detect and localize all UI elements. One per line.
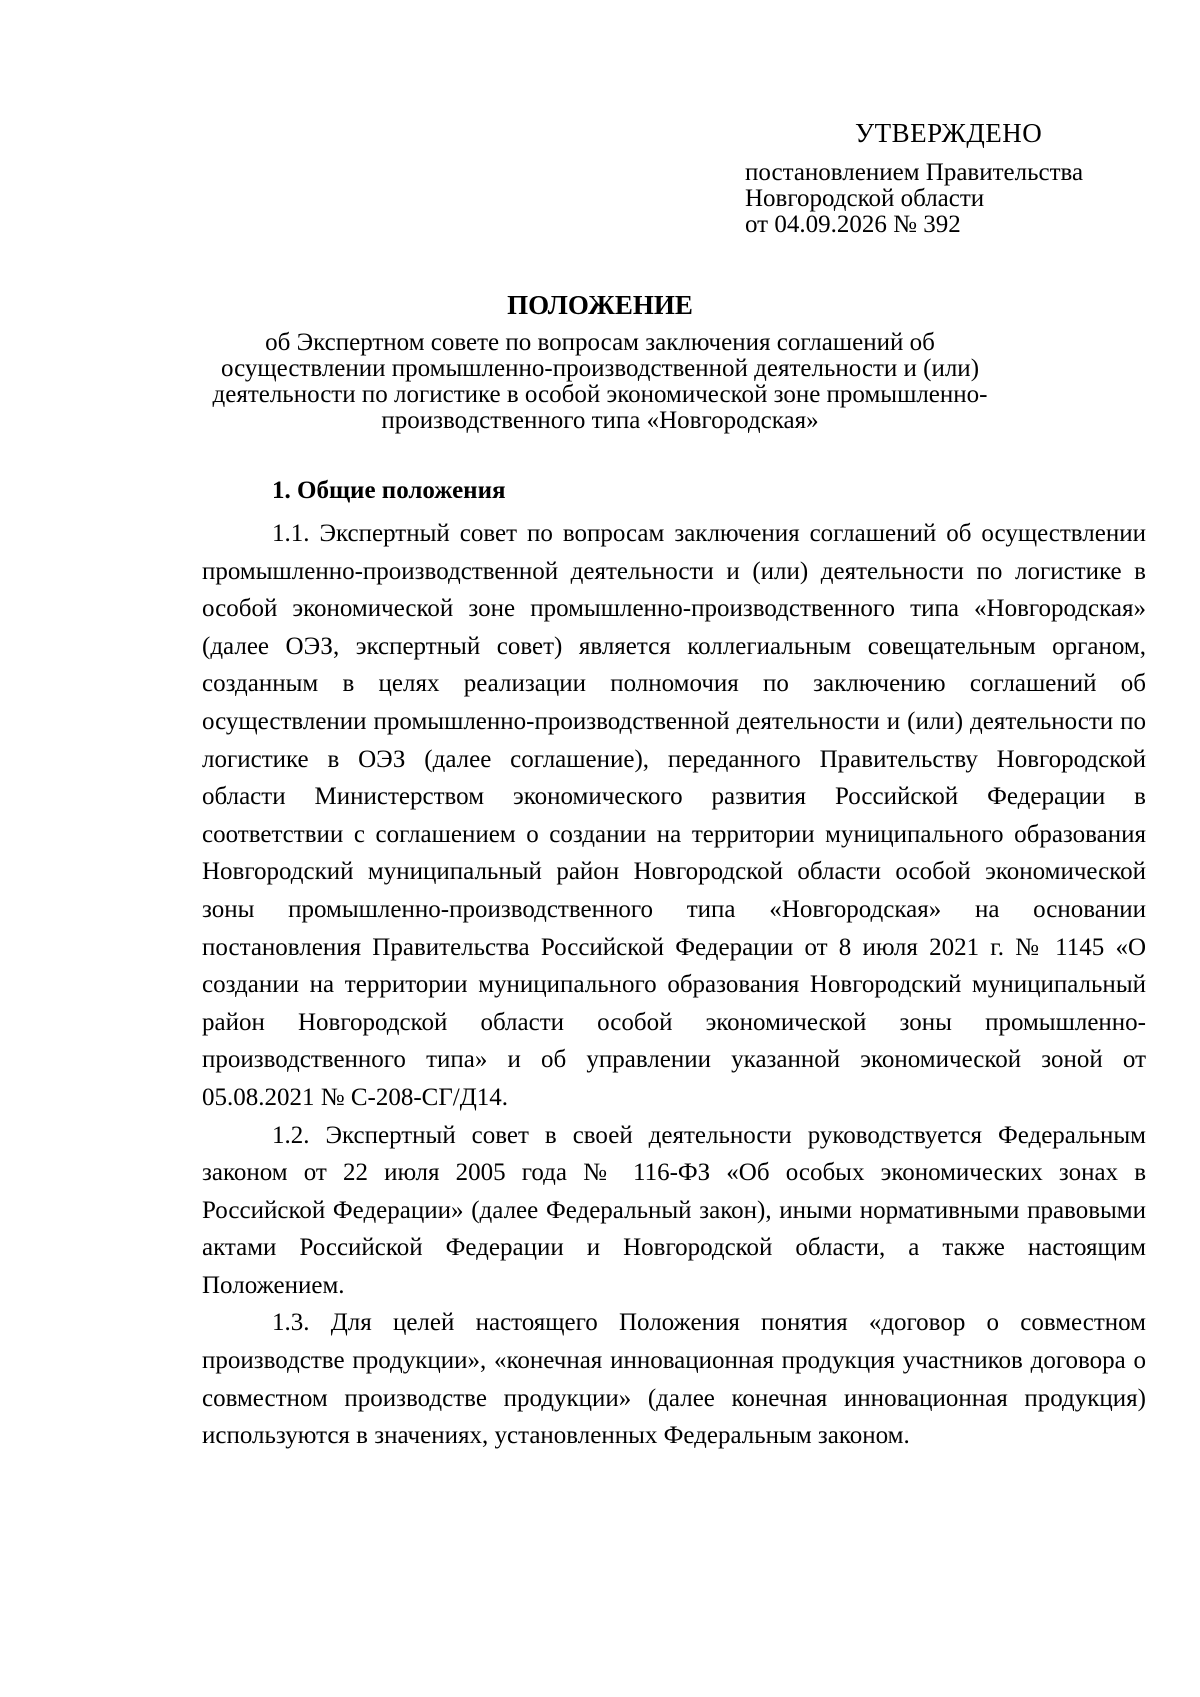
- approval-line: от 04.09.2026 № 392: [745, 211, 961, 238]
- paragraph-1-3: 1.3. Для целей настоящего Положения понятия «договор о совместном производстве продукции», «конечная инновационная продукция участников договора о совместном производстве продукции» (далее конечная инновационная продукция) используются в значениях, установленных Федеральным законом.: [202, 1309, 1146, 1450]
- approval-line: Новгородской области: [745, 185, 985, 212]
- paragraph-1-2: 1.2. Экспертный совет в своей деятельности руководствуется Федеральным законом от 22 июля 2005 года № 116-ФЗ «Об особых экономических зонах в Российской Федерации» (далее Федеральный закон), иными нормативными правовыми актами Российской Федерации и Новгородской области, а также настоящим Положением.: [202, 1121, 1146, 1299]
- section-heading: 1. Общие положения: [272, 477, 506, 504]
- approval-line: постановлением Правительства: [745, 159, 1084, 186]
- paragraph-1-1: 1.1. Экспертный совет по вопросам заключения соглашений об осуществлении промышленно-производственной деятельности и (или) деятельности по логистике в особой экономической зоне промышленно-производственного типа «Новгородская» (далее ОЭЗ, экспертный совет) является коллегиальным совещательным органом, созданным в целях реализации полномочия по заключению соглашений об осуществлении промышленно-производственной деятельности и (или) деятельности по логистике в ОЭЗ (далее соглашение), переданного Правительству Новгородской области Министерством экономического развития Российской Федерации в соответствии с соглашением о создании на территории муниципального образования Новгородский муниципальный район Новгородской области особой экономической зоны промышленно-производственного типа «Новгородская» на основании постановления Правительства Российской Федерации от 8 июля 2021 г. № 1145 «О создании на территории муниципального образования Новгородский муниципальный район Новгородской области особой экономической зоны промышленно-производственного типа» и об управлении указанной экономической зоной от 05.08.2021 № С-208-СГ/Д14.: [202, 520, 1146, 1111]
- subtitle-line: деятельности по логистике в особой экономической зоне промышленно-: [212, 381, 988, 408]
- document-title: ПОЛОЖЕНИЕ: [507, 290, 693, 320]
- subtitle-line: осуществлении промышленно-производственной деятельности и (или): [220, 355, 980, 382]
- subtitle-line: производственного типа «Новгородская»: [381, 407, 819, 434]
- approval-title: УТВЕРЖДЕНО: [855, 118, 1043, 148]
- document-subtitle: [0, 330, 1200, 434]
- approval-details: [745, 160, 1083, 238]
- document-body: [202, 515, 1146, 1455]
- subtitle-line: об Экспертном совете по вопросам заключения соглашений об: [265, 329, 935, 356]
